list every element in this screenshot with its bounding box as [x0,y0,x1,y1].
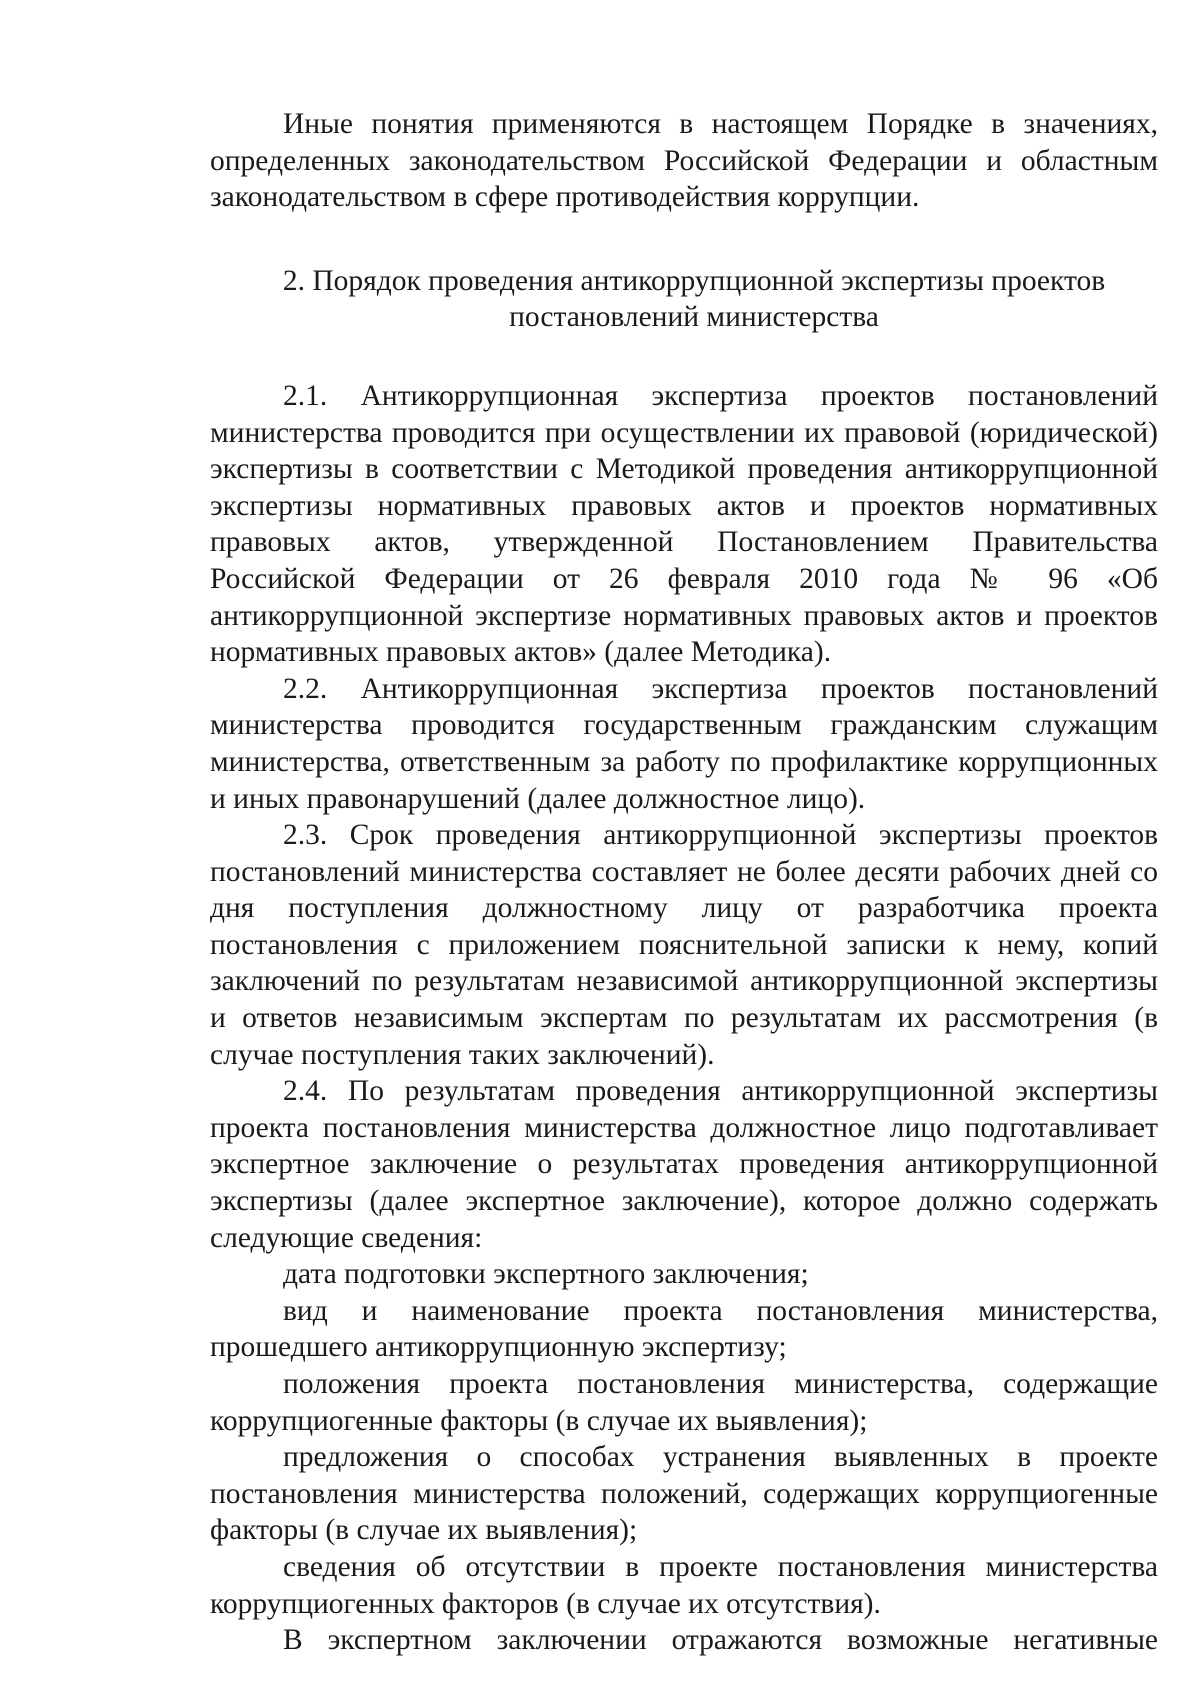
document-body [210,106,1158,1659]
paragraph-continuation: В экспертном заключении отражаются возможные негативные [283,1624,1158,1657]
list-item-absence: сведения об отсутствии в проекте постановления министерства коррупциогенных факторов (в случае их отсутствия). [210,1550,1158,1620]
list-item-type-and-name: вид и наименование проекта постановления министерства, прошедшего антикоррупционную экспертизу; [210,1294,1158,1364]
paragraph-2-4: 2.4. По результатам проведения антикоррупционной экспертизы проекта постановления министерства должностное лицо подготавливает экспертное заключение о результатах проведения антикоррупционной экспертизы (далее экспертное заключение), которое должно содержать следующие сведения: [210,1075,1158,1254]
paragraph-2-2: 2.2. Антикоррупционная экспертиза проектов постановлений министерства проводится государственным гражданским служащим министерства, ответственным за работу по профилактике коррупционных и иных правонарушений (далее должностное лицо). [210,672,1158,815]
list-item-proposals: предложения о способах устранения выявленных в проекте постановления министерства положений, содержащих коррупциогенные факторы (в случае их выявления); [210,1441,1158,1547]
paragraph-2-1: 2.1. Антикоррупционная экспертиза проектов постановлений министерства проводится при осуществлении их правовой (юридической) экспертизы в соответствии с Методикой проведения антикоррупционной экспертизы нормативных правовых актов и проектов нормативных правовых актов, утвержденной Постановлением Правительства Российской Федерации от 26 февраля 2010 года № 96 «Об антикоррупционной экспертизе нормативных правовых актов и проектов нормативных правовых актов» (далее Методика). [210,379,1158,669]
section-heading-line-2: постановлений министерства [509,301,879,334]
section-heading-line-1: 2. Порядок проведения антикоррупционной экспертизы проектов [282,264,1106,297]
section-heading [210,263,1158,336]
list-item-provisions: положения проекта постановления министерства, содержащие коррупциогенные факторы (в случае их выявления); [210,1368,1158,1437]
list-item-date: дата подготовки экспертного заключения; [283,1258,809,1291]
intro-paragraph: Иные понятия применяются в настоящем Порядке в значениях, определенных законодательством Российской Федерации и областным законодательством в сфере противодействия коррупции. [210,108,1158,214]
paragraph-2-3: 2.3. Срок проведения антикоррупционной экспертизы проектов постановлений министерства составляет не более десяти рабочих дней со дня поступления должностному лицу от разработчика проекта постановления с приложением пояснительной записки к нему, копий заключений по результатам независимой антикоррупционной экспертизы и ответов независимым экспертам по результатам их рассмотрения (в случае поступления таких заключений). [210,819,1158,1071]
